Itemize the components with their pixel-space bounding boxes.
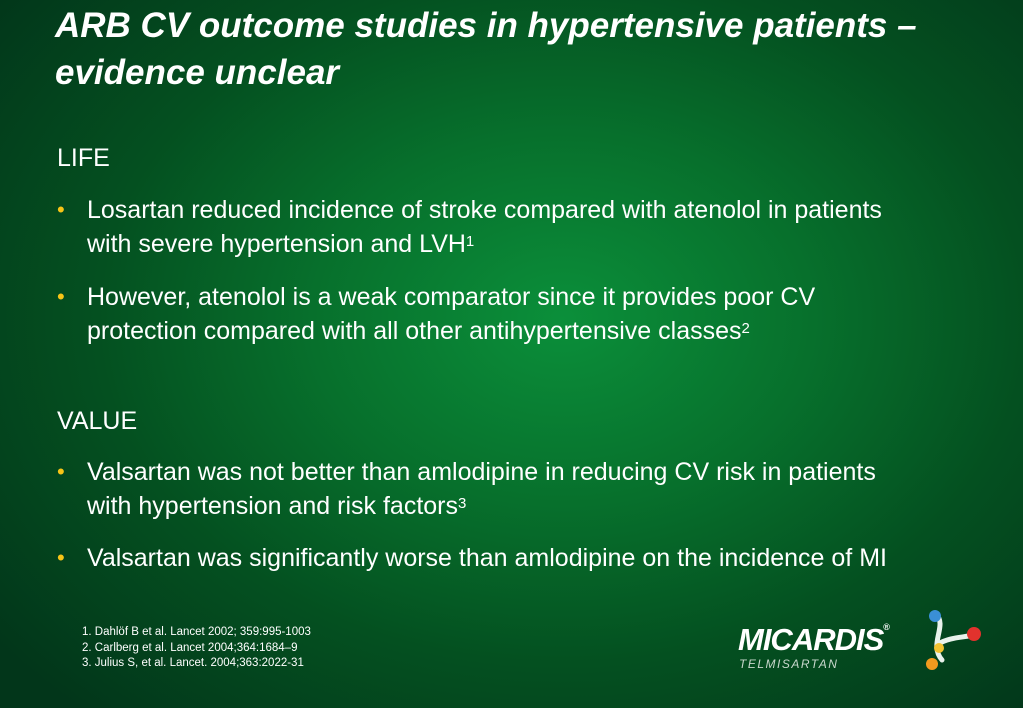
micardis-logo — [738, 608, 988, 678]
bullet-icon: • — [57, 284, 65, 309]
bullet-text: Valsartan was significantly worse than amlodipine on the incidence of MI — [87, 544, 887, 572]
reference-marker: 2 — [741, 320, 750, 337]
molecule-icon — [918, 608, 988, 674]
bullet-icon: • — [57, 545, 65, 570]
reference-item: 2. Carlberg et al. Lancet 2004;364:1684–9 — [82, 641, 298, 654]
bullet-text: However, atenolol is a weak comparator since it provides poor CV protection compared with all other antihypertensive classes — [87, 283, 816, 345]
bullet-text: Losartan reduced incidence of stroke compared with atenolol in patients with severe hypertension and LVH — [87, 196, 882, 258]
logo-generic-name: TELMISARTAN — [739, 657, 839, 671]
logo-brand: MICARDIS — [738, 622, 884, 657]
bullet-icon: • — [57, 459, 65, 484]
section-heading-value: VALUE — [57, 407, 138, 435]
references — [82, 625, 311, 672]
reference-item: 3. Julius S, et al. Lancet. 2004;363:2022-31 — [82, 657, 304, 669]
bullet-item — [57, 280, 927, 348]
bullet-icon: • — [57, 197, 65, 222]
reference-item: 1. Dahlöf B et al. Lancet 2002; 359:995-1003 — [82, 626, 311, 638]
bullet-item — [57, 193, 927, 261]
slide-title: ARB CV outcome studies in hypertensive patients – evidence unclear — [55, 6, 917, 92]
reference-marker: 1 — [465, 233, 475, 250]
bullet-text: Valsartan was not better than amlodipine in reducing CV risk in patients with hypertension and risk factors — [87, 458, 876, 520]
section-heading-life: LIFE — [57, 144, 110, 172]
reference-marker: 3 — [458, 495, 467, 512]
bullet-item — [57, 455, 927, 523]
registered-mark: ® — [883, 622, 889, 632]
bullet-item — [57, 541, 927, 575]
